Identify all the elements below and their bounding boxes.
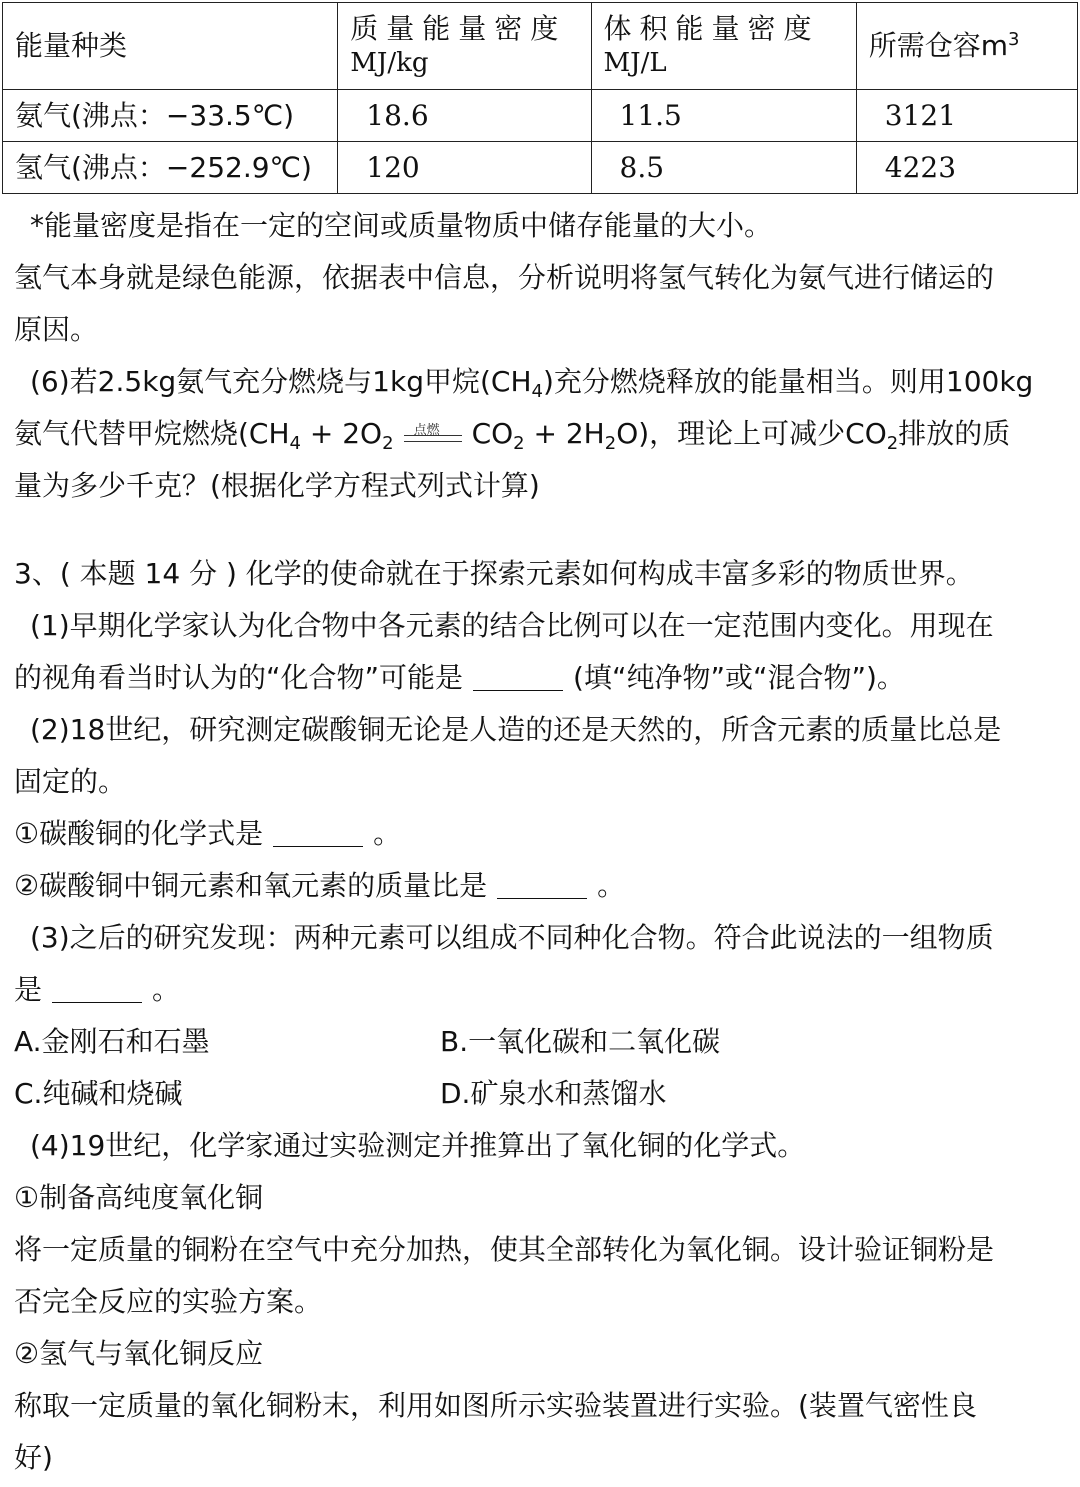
answer-blank[interactable]: [52, 976, 142, 1003]
energy-table: [2, 2, 1078, 194]
q6-l2-sub4: 2: [604, 433, 617, 454]
p1-line2-part-b: (填“纯净物”或“混合物”)。: [573, 661, 905, 694]
header-storage-label: 所需仓容m: [868, 29, 1009, 62]
header-volume-density: [591, 3, 856, 90]
q6-l2-part-a: 氨气代替甲烷燃烧(CH: [14, 417, 290, 450]
p2-text-line2: 固定的。: [14, 765, 127, 798]
period: 。: [152, 973, 181, 1006]
q6-text-line1: [30, 364, 1033, 400]
period: 。: [597, 869, 626, 902]
p2-text-line1: (2)18世纪，研究测定碳酸铜无论是人造的还是天然的，所含元素的质量比总是: [30, 713, 1002, 746]
q6-text-line3: 量为多少千克？(根据化学方程式列式计算): [14, 469, 540, 502]
header-volume-density-label: 体积能量密度: [603, 12, 820, 45]
option-b[interactable]: B.一氧化碳和二氧化碳: [440, 1025, 721, 1058]
p4-text-line1: (4)19世纪，化学家通过实验测定并推算出了氧化铜的化学式。: [30, 1129, 806, 1162]
option-a[interactable]: A.金刚石和石墨: [14, 1025, 210, 1058]
header-storage: [856, 3, 1077, 90]
answer-blank[interactable]: [497, 872, 587, 899]
cell-storage: 3121: [856, 90, 1077, 142]
header-volume-density-unit: MJ/L: [603, 48, 667, 78]
p3-text-line2: [14, 972, 180, 1008]
p3-line2-label: 是: [14, 973, 43, 1006]
p4-sub-b-title: ②氢气与氧化铜反应: [14, 1337, 264, 1370]
q6-l2-sub5: 2: [886, 433, 899, 454]
q6-l2-part-b: + 2O: [300, 417, 383, 450]
cell-volume: 11.5: [591, 90, 856, 142]
table-header-row: [3, 3, 1078, 90]
header-storage-sup: 3: [1008, 29, 1020, 50]
q6-l2-part-c: CO: [471, 417, 514, 450]
option-c[interactable]: C.纯碱和烧碱: [14, 1077, 183, 1110]
cell-mass: 120: [338, 142, 591, 194]
energy-density-note: *能量密度是指在一定的空间或质量物质中储存能量的大小。: [30, 209, 773, 242]
q6-equation-line: [14, 416, 1010, 452]
table-row: [3, 142, 1078, 194]
cell-name: 氢气(沸点：−252.9℃): [3, 142, 338, 194]
p1-line2-part-a: 的视角看当时认为的“化合物”可能是: [14, 661, 464, 694]
q6-l1-part-b: )充分燃烧释放的能量相当。则用100kg: [542, 365, 1034, 398]
header-energy-type: 能量种类: [3, 3, 338, 90]
q6-l2-part-f: 排放的质: [898, 417, 1011, 450]
q6-l2-part-e: O)，理论上可减少CO: [616, 417, 887, 450]
table-row: [3, 90, 1078, 142]
p2-sub-b: [14, 868, 625, 904]
q6-l2-sub1: 4: [289, 433, 301, 454]
p4-sub-b-line1: 称取一定质量的氧化铜粉末，利用如图所示实验装置进行实验。(装置气密性良: [14, 1389, 977, 1422]
reaction-condition-arrow: [404, 419, 462, 449]
answer-blank[interactable]: [273, 820, 363, 847]
header-mass-density-unit: MJ/kg: [350, 48, 429, 78]
cell-storage: 4223: [856, 142, 1077, 194]
p1-text-line1: (1)早期化学家认为化合物中各元素的结合比例可以在一定范围内变化。用现在: [30, 609, 994, 642]
p2-sub-a: [14, 816, 401, 852]
header-mass-density-label: 质量能量密度: [350, 12, 567, 45]
option-d[interactable]: D.矿泉水和蒸馏水: [440, 1077, 667, 1110]
q6-l2-sub2: 2: [382, 433, 394, 454]
q6-l2-sub3: 2: [513, 433, 525, 454]
q6-l1-part-a: (6)若2.5kg氨气充分燃烧与1kg甲烷(CH: [30, 365, 532, 398]
ignition-condition-label: 点燃: [413, 423, 440, 438]
p4-sub-a-line2: 否完全反应的实验方案。: [14, 1285, 323, 1318]
q6-l2-part-d: + 2H: [524, 417, 605, 450]
p2-sub-b-label: ②碳酸铜中铜元素和氧元素的质量比是: [14, 869, 488, 902]
header-mass-density: [338, 3, 591, 90]
cell-mass: 18.6: [338, 90, 591, 142]
q6-l1-sub: 4: [531, 381, 543, 402]
period: 。: [373, 817, 402, 850]
p4-sub-b-line2: 好): [14, 1441, 53, 1474]
question3-title: 3、( 本题 14 分 ) 化学的使命就在于探索元素如何构成丰富多彩的物质世界。: [14, 557, 974, 590]
p4-sub-a-title: ①制备高纯度氧化铜: [14, 1181, 264, 1214]
q5-text-line2: 原因。: [14, 313, 99, 346]
p3-text-line1: (3)之后的研究发现：两种元素可以组成不同种化合物。符合此说法的一组物质: [30, 921, 994, 954]
q5-text-line1: 氢气本身就是绿色能源，依据表中信息，分析说明将氢气转化为氨气进行储运的: [14, 261, 995, 294]
p4-sub-a-line1: 将一定质量的铜粉在空气中充分加热，使其全部转化为氧化铜。设计验证铜粉是: [14, 1233, 995, 1266]
answer-blank[interactable]: [473, 664, 563, 691]
cell-name: 氨气(沸点：−33.5℃): [3, 90, 338, 142]
p2-sub-a-label: ①碳酸铜的化学式是: [14, 817, 264, 850]
p1-text-line2: [14, 660, 905, 696]
cell-volume: 8.5: [591, 142, 856, 194]
